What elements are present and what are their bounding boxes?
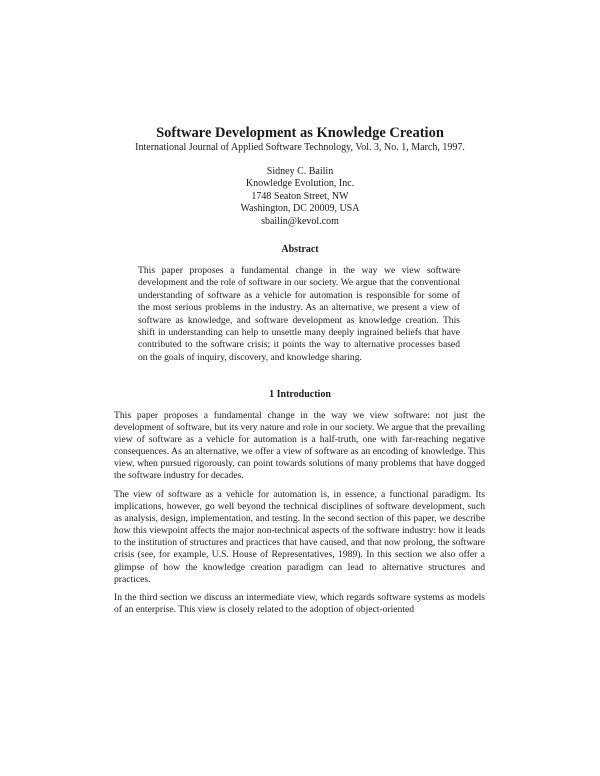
section-heading-introduction: 1 Introduction <box>269 389 331 400</box>
author-city: Washington, DC 20009, USA <box>240 203 360 215</box>
author-street: 1748 Seaton Street, NW <box>251 190 349 202</box>
intro-paragraph-3: In the third section we discuss an intermediate view, which regards software systems as models of an enterprise. This view is closely related to the adoption of object-oriented <box>114 592 485 616</box>
abstract-heading: Abstract <box>281 244 319 255</box>
author-name: Sidney C. Bailin <box>266 166 334 177</box>
intro-paragraph-2: The view of software as a vehicle for automation is, in essence, a functional paradigm. Its implications, however, go well beyond the technical disciplines of software development, such as analysis, design, implementation, and testing. In the second section of this paper, we describe how this viewpoint affects the major non-technical aspects of the software industry: how it leads to the institution of structures and practices that have caused, and that now prolong, the software crisis (see, for example, U.S. House of Representatives, 1989). In this section we also offer a glimpse of how the knowledge creation paradigm can lead to alternative structures and practices. <box>114 489 485 585</box>
author-organization: Knowledge Evolution, Inc. <box>245 178 355 190</box>
journal-citation: International Journal of Applied Software Technology, Vol. 3, No. 1, March, 1997. <box>135 142 465 153</box>
author-block <box>0 166 600 228</box>
paper-title: Software Development as Knowledge Creation <box>156 125 444 141</box>
author-email: sbailin@kevol.com <box>261 215 339 227</box>
abstract-text: This paper proposes a fundamental change in the way we view software development and the role of software in our society. We argue that the conventional understanding of software as a vehicle for automation is responsible for some of the most serious problems in the industry. As an alternative, we present a view of software as knowledge, and software development as knowledge creation. This shift in understanding can help to unsettle many deeply ingrained beliefs that have contributed to the software crisis; it points the way to alternative processes based on the goals of inquiry, discovery, and knowledge sharing. <box>138 265 460 363</box>
intro-paragraph-1: This paper proposes a fundamental change in the way we view software: not just the development of software, but its very nature and role in our society. We argue that the prevailing view of software as a vehicle for automation is a half-truth, one with far-reaching negative consequences. As an alternative, we offer a view of software as an encoding of knowledge. This view, when pursued rigorously, can point towards solutions of many problems that have dogged the software industry for decades. <box>114 410 485 482</box>
